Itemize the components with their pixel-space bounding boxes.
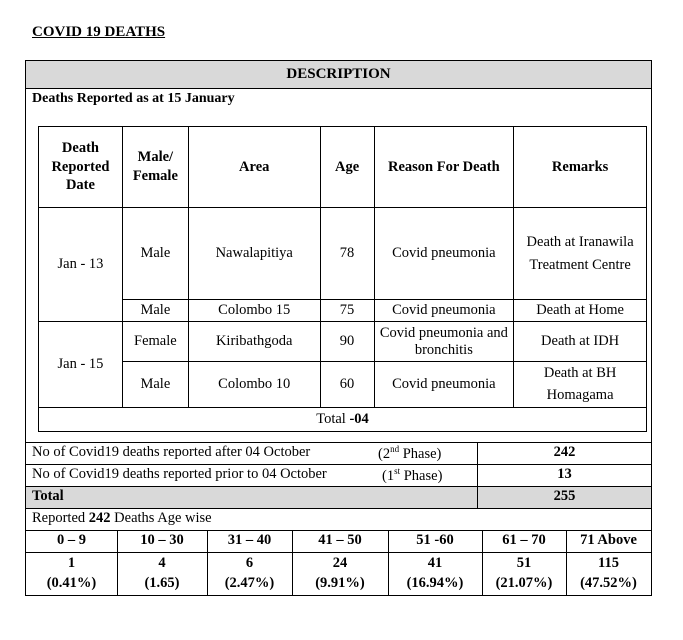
- age-cell: 75: [320, 300, 374, 322]
- reason-cell: Covid pneumonia: [374, 300, 514, 322]
- age-range: 10 – 30: [140, 532, 184, 548]
- age-percent: (47.52%): [580, 575, 637, 591]
- after-phase-num: 2: [382, 445, 391, 462]
- divider: [26, 552, 651, 553]
- prior-label: No of Covid19 deaths reported prior to 04 October: [32, 466, 327, 482]
- age-percent: (9.91%): [315, 575, 365, 591]
- sex-cell: Male: [122, 300, 188, 322]
- age-percent: (21.07%): [495, 575, 553, 591]
- age-count: 1: [67, 555, 76, 571]
- prior-phase-word: Phase): [403, 467, 443, 484]
- age-count: 115: [598, 555, 619, 571]
- age-wise-suffix: Deaths Age wise: [110, 510, 212, 526]
- table-total-row: [39, 408, 647, 432]
- after-phase-word: Phase): [402, 445, 442, 462]
- area-cell: Colombo 15: [188, 300, 320, 322]
- prior-phase: (1st Phase): [382, 466, 443, 484]
- divider: [477, 442, 478, 508]
- description-header: DESCRIPTION: [286, 66, 391, 82]
- sex-cell: Male: [122, 362, 188, 408]
- date-cell: Jan - 13: [39, 208, 123, 322]
- sex-cell: Male: [122, 208, 188, 300]
- age-range: 61 – 70: [502, 532, 546, 548]
- remarks-cell: Death at Iranawila Treatment Centre: [514, 208, 647, 300]
- divider: [26, 530, 651, 531]
- table-row: [39, 300, 647, 322]
- divider: [26, 508, 651, 509]
- age-cell: 78: [320, 208, 374, 300]
- reported-as-at: Deaths Reported as at 15 January: [32, 91, 235, 106]
- grand-total-label: Total: [32, 488, 64, 504]
- age-wise-count: 242: [88, 510, 111, 526]
- remarks-cell: Death at Home: [514, 300, 647, 322]
- header-remarks: Remarks: [514, 127, 647, 208]
- deaths-table: [38, 126, 647, 432]
- header-reason: Reason For Death: [374, 127, 514, 208]
- prior-phase-sup: st: [394, 466, 401, 476]
- divider: [26, 486, 651, 487]
- age-cell: 90: [320, 322, 374, 362]
- table-total-value: -04: [349, 411, 369, 428]
- after-phase-sup: nd: [390, 444, 400, 454]
- header-age: Age: [320, 127, 374, 208]
- remarks-cell: Death at BH Homagama: [514, 362, 647, 408]
- prior-value: 13: [557, 466, 572, 482]
- age-wise-prefix: Reported: [32, 510, 89, 526]
- age-count: 4: [158, 555, 166, 571]
- age-count: 24: [332, 555, 348, 571]
- page-title: COVID 19 DEATHS: [32, 24, 166, 40]
- age-range: 31 – 40: [227, 532, 272, 548]
- age-count: 41: [427, 555, 443, 571]
- header-sex: Male/ Female: [122, 127, 188, 208]
- reason-cell: Covid pneumonia and bronchitis: [374, 322, 514, 362]
- age-range: 0 – 9: [57, 532, 86, 548]
- remarks-cell: Death at IDH: [514, 322, 647, 362]
- date-cell: Jan - 15: [39, 322, 123, 408]
- header-date: Death Reported Date: [39, 127, 123, 208]
- sex-cell: Female: [122, 322, 188, 362]
- age-percent: (1.65): [144, 575, 180, 591]
- age-count: 6: [245, 555, 254, 571]
- table-total-label: Total: [316, 411, 350, 428]
- after-value: 242: [553, 444, 576, 460]
- reason-cell: Covid pneumonia: [374, 208, 514, 300]
- area-cell: Nawalapitiya: [188, 208, 320, 300]
- table-row: [39, 362, 647, 408]
- age-range: 51 -60: [416, 532, 454, 548]
- after-label: No of Covid19 deaths reported after 04 October: [32, 444, 311, 460]
- age-percent: (16.94%): [406, 575, 464, 591]
- table-header-row: [39, 127, 647, 208]
- table-total: [39, 408, 647, 432]
- header-area: Area: [188, 127, 320, 208]
- divider: [26, 442, 651, 443]
- grand-total-value: 255: [553, 488, 576, 504]
- area-cell: Colombo 10: [188, 362, 320, 408]
- age-wise-label: [32, 510, 212, 527]
- divider: [26, 464, 651, 465]
- age-percent: (2.47%): [224, 575, 275, 591]
- prior-phase-num: 1: [386, 467, 395, 484]
- age-cell: 60: [320, 362, 374, 408]
- age-range: 71 Above: [580, 532, 637, 548]
- age-count: 51: [516, 555, 532, 571]
- table-row: [39, 322, 647, 362]
- after-phase: (2nd Phase): [378, 444, 442, 462]
- age-range: 41 – 50: [318, 532, 362, 548]
- table-row: [39, 208, 647, 300]
- reason-cell: Covid pneumonia: [374, 362, 514, 408]
- area-cell: Kiribathgoda: [188, 322, 320, 362]
- age-percent: (0.41%): [46, 575, 97, 591]
